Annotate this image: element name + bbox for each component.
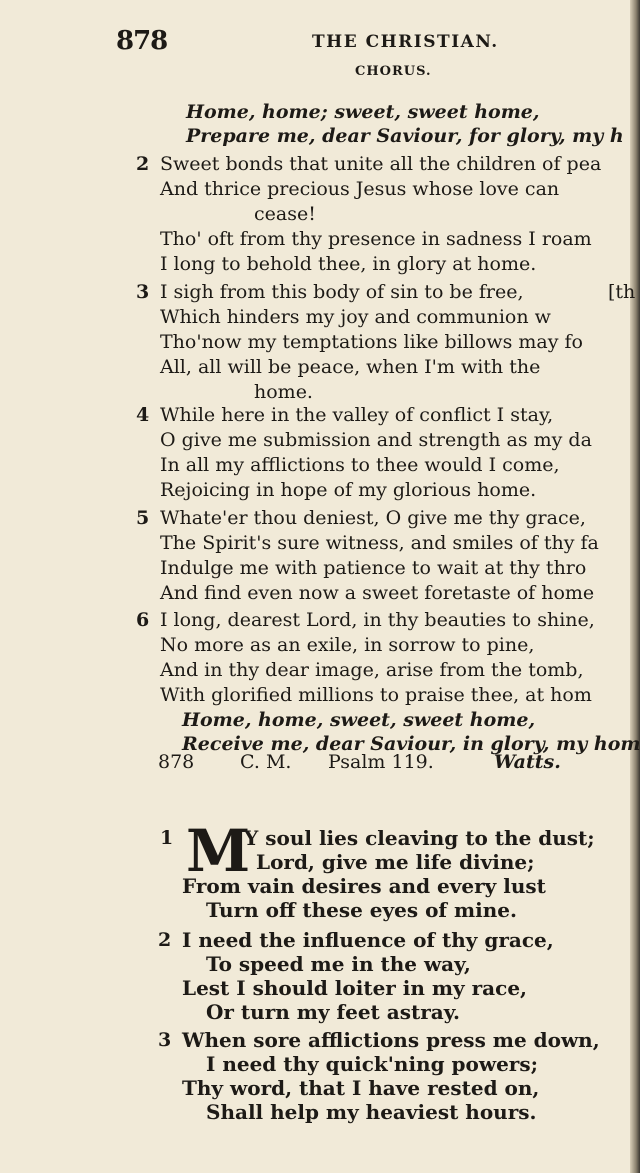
verse-line: The Spirit's sure witness, and smiles of thy fa — [160, 532, 599, 554]
verse-line: I need thy quick'ning powers; — [206, 1052, 538, 1076]
chorus-line: Home, home, sweet, sweet home, — [182, 709, 536, 731]
chorus-line: Receive me, dear Saviour, in glory, my hom — [182, 733, 640, 755]
verse-line: Turn off these eyes of mine. — [206, 898, 517, 922]
verse-line: All, all will be peace, when I'm with the — [160, 356, 541, 378]
verse-line: Lord, give me life divine; — [256, 850, 535, 874]
verse-number: 5 — [136, 507, 150, 529]
drop-cap: M — [186, 817, 251, 885]
verse-line: Tho'now my temptations like billows may fo — [160, 331, 583, 353]
verse-number: 1 — [160, 827, 174, 849]
verse-line: Shall help my heaviest hours. — [206, 1100, 537, 1124]
verse-line: And thrice precious Jesus whose love can — [160, 178, 560, 200]
verse-number: 2 — [136, 153, 150, 175]
hymn-psalm: Psalm 119. — [328, 751, 434, 773]
chorus-line: Prepare me, dear Saviour, for glory, my h — [186, 125, 624, 147]
verse-number: 3 — [158, 1029, 172, 1051]
verse-line: I long to behold thee, in glory at home. — [160, 253, 537, 275]
verse-line: I long, dearest Lord, in thy beauties to shine, — [160, 609, 595, 631]
verse-line: And find even now a sweet foretaste of home — [160, 582, 595, 604]
verse-line: Which hinders my joy and communion w — [160, 306, 551, 328]
verse-line: Indulge me with patience to wait at thy thro — [160, 557, 587, 579]
page-header — [116, 26, 616, 56]
verse-line: cease! — [254, 203, 316, 225]
verse-line: Thy word, that I have rested on, — [182, 1076, 540, 1100]
verse-number: 6 — [136, 609, 150, 631]
verse-line: In all my afflictions to thee would I come, — [160, 454, 560, 476]
verse-line: Y soul lies cleaving to the dust; — [244, 826, 595, 850]
book-spine-edge — [630, 0, 640, 1173]
verse-line: No more as an exile, in sorrow to pine, — [160, 634, 535, 656]
chorus-line: Home, home; sweet, sweet home, — [186, 101, 540, 123]
running-title: THE CHRISTIAN. — [312, 32, 499, 52]
verse-line: Rejoicing in hope of my glorious home. — [160, 479, 537, 501]
verse-line: Tho' oft from thy presence in sadness I roam — [160, 228, 592, 250]
verse-line-overflow: [th — [608, 281, 636, 303]
verse-line: I sigh from this body of sin to be free, — [160, 281, 524, 303]
verse-number: 3 — [136, 281, 150, 303]
chorus-label: CHORUS. — [355, 64, 432, 79]
verse-line: To speed me in the way, — [206, 952, 471, 976]
verse-line: home. — [254, 381, 313, 403]
verse-line: Or turn my feet astray. — [206, 1000, 460, 1024]
hymn-number: 878 — [158, 751, 195, 773]
page-number: 878 — [116, 26, 168, 56]
verse-number: 2 — [158, 929, 172, 951]
verse-line: When sore afflictions press me down, — [182, 1028, 600, 1052]
verse-line: Sweet bonds that unite all the children of pea — [160, 153, 602, 175]
verse-line: O give me submission and strength as my da — [160, 429, 592, 451]
hymn-meter: C. M. — [240, 751, 292, 773]
verse-line: With glorified millions to praise thee, at hom — [160, 684, 592, 706]
verse-line: And in thy dear image, arise from the tomb, — [160, 659, 584, 681]
verse-number: 4 — [136, 404, 150, 426]
verse-line: I need the influence of thy grace, — [182, 928, 554, 952]
verse-line: From vain desires and every lust — [182, 874, 546, 898]
verse-line: While here in the valley of conflict I stay, — [160, 404, 554, 426]
verse-line: Whate'er thou deniest, O give me thy grace, — [160, 507, 586, 529]
verse-line: Lest I should loiter in my race, — [182, 976, 527, 1000]
hymn-author: Watts. — [494, 751, 561, 773]
